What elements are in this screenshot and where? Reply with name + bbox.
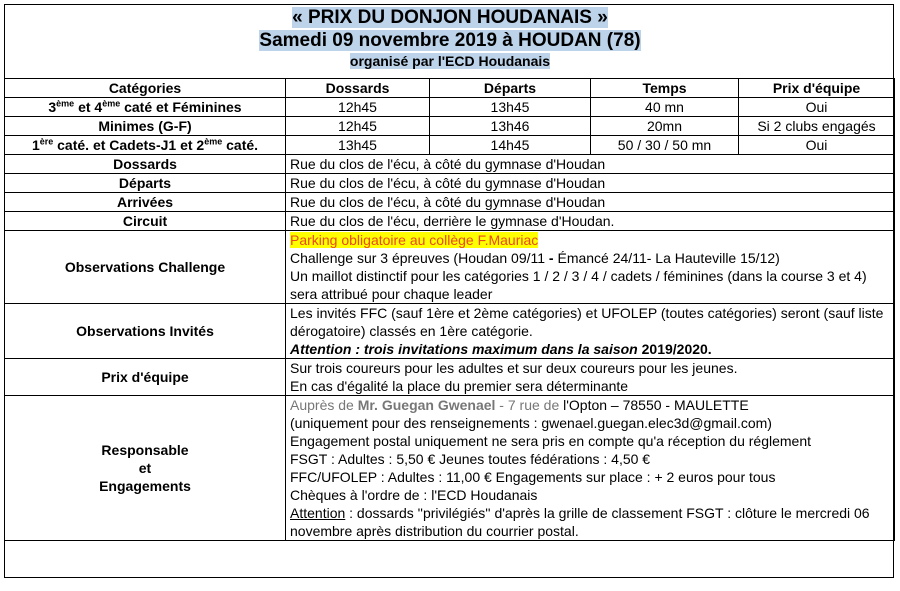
- dossards-cell: 12h45: [286, 117, 430, 136]
- location-value: Rue du clos de l'écu, à côté du gymnase d'Houdan: [286, 193, 895, 212]
- event-organizer: organisé par l'ECD Houdanais: [349, 53, 551, 69]
- location-label: Départs: [5, 174, 286, 193]
- header-temps: Temps: [591, 79, 739, 98]
- table-row: [5, 136, 895, 155]
- departs-cell: 13h45: [430, 98, 591, 117]
- prix-cell: Oui: [739, 98, 895, 117]
- ffc-fees: FFC/UFOLEP : Adultes : 11,00 € Engagements sur place : + 2 euros pour tous: [290, 469, 776, 485]
- location-value: Rue du clos de l'écu, à côté du gymnase d'Houdan: [286, 155, 895, 174]
- challenge-jersey: Un maillot distinctif pour les catégories 1 / 2 / 3 / 4 / cadets / féminines (dans la course 3 et 4) sera attribué pour chaque leader: [290, 268, 867, 302]
- header-dossards: Dossards: [286, 79, 430, 98]
- header-prix: Prix d'équipe: [739, 79, 895, 98]
- temps-cell: 50 / 30 / 50 mn: [591, 136, 739, 155]
- challenge-events: Challenge sur 3 épreuves (Houdan 09/11 - Émancé 24/11- La Hauteville 15/12): [290, 250, 780, 266]
- info-table: [4, 78, 895, 541]
- team-prize-content: Sur trois coureurs pour les adultes et sur deux coureurs pour les jeunes. En cas d'égalité la place du premier sera déterminante: [286, 359, 895, 396]
- parking-notice: Parking obligatoire au collège F.Mauriac: [290, 232, 539, 248]
- event-date: Samedi 09 novembre 2019 à HOUDAN (78): [259, 30, 641, 51]
- departs-cell: 14h45: [430, 136, 591, 155]
- location-row-circuit: [5, 212, 895, 231]
- table-row: [5, 117, 895, 136]
- table-header-row: [5, 79, 895, 98]
- challenge-content: [286, 231, 895, 304]
- engagements-row: [5, 396, 895, 541]
- dossards-cell: 13h45: [286, 136, 430, 155]
- event-title: « PRIX DU DONJON HOUDANAIS »: [292, 7, 608, 28]
- location-label: Arrivées: [5, 193, 286, 212]
- invites-attention: Attention : trois invitations maximum dans la saison 2019/2020.: [290, 341, 712, 357]
- location-row-arrivees: [5, 193, 895, 212]
- location-value: Rue du clos de l'écu, à côté du gymnase d'Houdan: [286, 174, 895, 193]
- invites-content: [286, 304, 895, 359]
- invites-row: [5, 304, 895, 359]
- temps-cell: 40 mn: [591, 98, 739, 117]
- fsgt-fees: FSGT : Adultes : 5,50 € Jeunes toutes fédérations : 4,50 €: [290, 451, 651, 467]
- dossards-cell: 12h45: [286, 98, 430, 117]
- postal-note: Engagement postal uniquement ne sera pris en compte qu'a réception du réglement: [290, 433, 812, 449]
- location-row-departs: [5, 174, 895, 193]
- location-label: Dossards: [5, 155, 286, 174]
- location-label: Circuit: [5, 212, 286, 231]
- category-cell: 3ème et 4ème caté et Féminines: [5, 98, 286, 117]
- departs-cell: 13h46: [430, 117, 591, 136]
- temps-cell: 20mn: [591, 117, 739, 136]
- team-prize-label: Prix d'équipe: [5, 359, 286, 396]
- category-cell: Minimes (G-F): [5, 117, 286, 136]
- location-value: Rue du clos de l'écu, derrière le gymnase d'Houdan.: [286, 212, 895, 231]
- invites-text: Les invités FFC (sauf 1ère et 2ème catégories) et UFOLEP (toutes catégories) seront (sauf liste dérogatoire) classés en 1ère catégorie.: [290, 305, 884, 339]
- location-row-dossards: [5, 155, 895, 174]
- table-row: [5, 98, 895, 117]
- contact-email: (uniquement pour des renseignements : gwenael.guegan.elec3d@gmail.com): [290, 415, 772, 431]
- prix-cell: Si 2 clubs engagés: [739, 117, 895, 136]
- prix-cell: Oui: [739, 136, 895, 155]
- challenge-row: [5, 231, 895, 304]
- engagements-label: Responsable et Engagements: [5, 396, 286, 541]
- category-cell: 1ère caté. et Cadets-J1 et 2ème caté.: [5, 136, 286, 155]
- attention-note: Attention : dossards ''privilégiés'' d'après la grille de classement FSGT : clôture le mercredi 06 novembre après distribution du courrier postal.: [290, 505, 870, 539]
- engagements-content: [286, 396, 895, 541]
- cheques-note: Chèques à l'ordre de : l'ECD Houdanais: [290, 487, 538, 503]
- invites-label: Observations Invités: [5, 304, 286, 359]
- team-prize-row: [5, 359, 895, 396]
- header-departs: Départs: [430, 79, 591, 98]
- challenge-label: Observations Challenge: [5, 231, 286, 304]
- header: [0, 6, 900, 70]
- contact-address: Auprès de Mr. Guegan Gwenael - 7 rue de l'Opton – 78550 - MAULETTE: [290, 397, 749, 413]
- header-categories: Catégories: [5, 79, 286, 98]
